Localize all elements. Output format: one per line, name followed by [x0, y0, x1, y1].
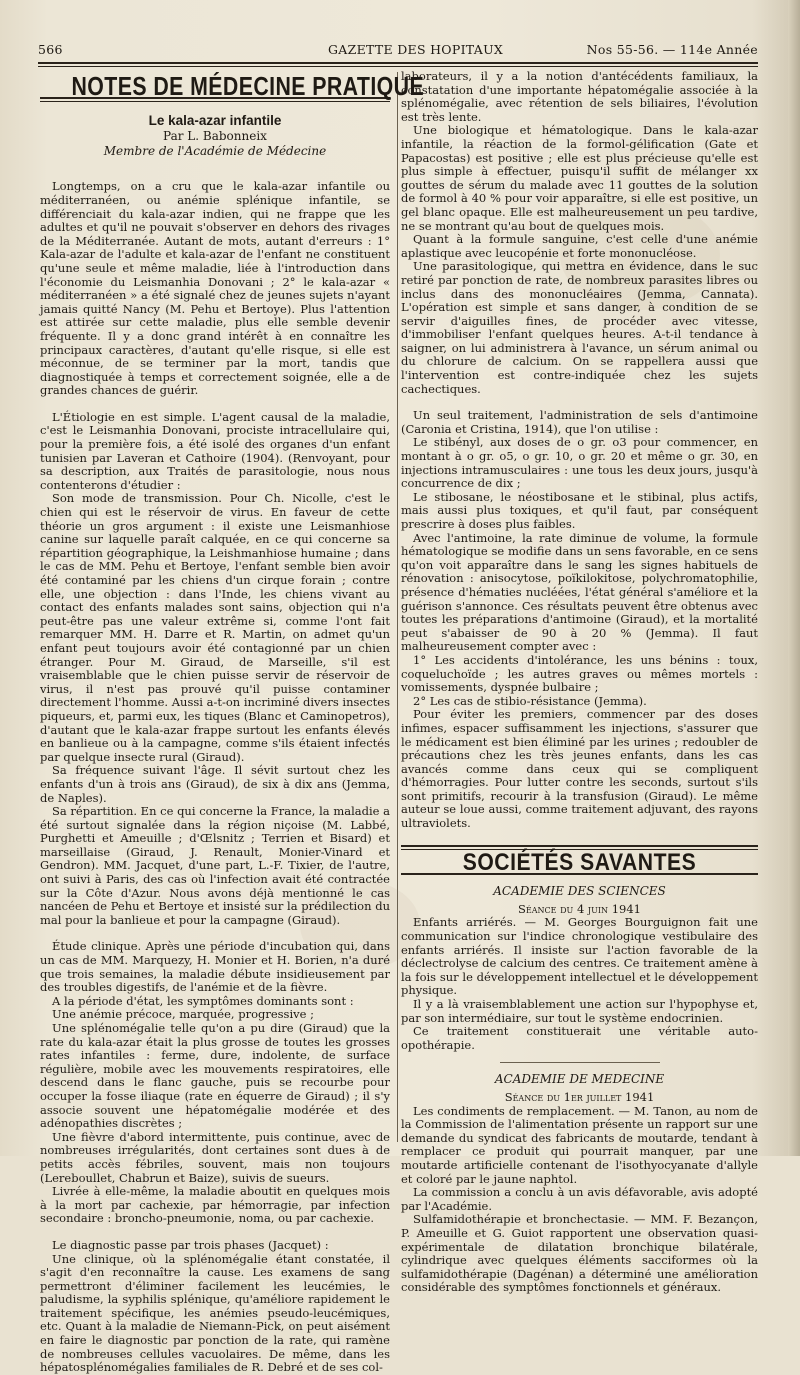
paragraph: Le diagnostic passe par trois phases (Jacquet) :: [52, 1237, 329, 1252]
paragraph: Il y a là vraisemblablement une action sur l'hypophyse et, par son intermédiaire, sur tout le système endocrinien.: [401, 997, 758, 1025]
paragraph: 1° Les accidents d'intolérance, les uns bénins : toux, coqueluchoïde ; les autres graves ou mêmes mortels : vomissements, dyspnée bulbaire ;: [401, 652, 758, 695]
journal-title: GAZETTE DES HOPITAUX: [328, 42, 504, 57]
paragraph: Ce traitement constituerait une véritable auto-opothérapie.: [401, 1024, 758, 1052]
paragraph: Une parasitologique, qui mettra en évidence, dans le suc retiré par ponction de rate, de nombreux parasites libres ou inclus dans des mononucléaires (Jemma, Cannata). L'opération est simple et sans danger, à condition de se servir d'aiguilles fines, de procéder avec vitesse, d'immobiliser l'enfant quelques heures. A-t-il tendance à saigner, on lui administrera à l'avance, un sérum animal ou du chlorure de calcium. On se rappellera aussi que l'intervention est contre-indiquée chez les sujets cachectiques.: [401, 259, 758, 396]
paragraph: Livrée à elle-même, la maladie aboutit en quelques mois à la mort par cachexie, par hémorragie, par infection secondaire : broncho-pneumonie, noma, ou par cachexie.: [40, 1184, 390, 1226]
paragraph: Étude clinique. Après une période d'incubation qui, dans un cas de MM. Marquezy, H. Monier et H. Borien, n'a duré que trois semaines, la maladie débute insidieusement par des troubles digestifs, de l'anémie et de la fièvre.: [40, 939, 390, 995]
paragraph: La commission a conclu à un avis défavorable, avis adopté par l'Académie.: [401, 1185, 758, 1213]
article-byline: Par L. Babonneix: [163, 129, 267, 144]
right-column: [401, 70, 758, 1295]
paragraph: Enfants arriérés. — M. Georges Bourguignon fait une communication sur l'indice chronologique vestibulaire des enfants arriérés. Il insiste sur l'action favorable de la déclectrolyse de calcium des centres. Ce traitement amène à la fois sur le développement intellectuel et le développement physique.: [401, 915, 758, 998]
paragraph: Quant à la formule sanguine, c'est celle d'une anémie aplastique avec leucopénie et forte mononucléose.: [401, 232, 758, 260]
issue-label: Nos 55-56. — 114e Année: [586, 42, 758, 57]
section-title: NOTES DE MÉDECINE PRATIQUE: [71, 71, 425, 101]
paragraph: Le stibosane, le néostibosane et le stibinal, plus actifs, mais aussi plus toxiques, et qu'il faut, par conséquent prescrire à doses plus faibles.: [401, 489, 758, 531]
paragraph: Pour éviter les premiers, commencer par des doses infimes, espacer suffisamment les injections, s'assurer que le médicament est bien éliminé par les urines ; redoubler de précautions chez les très jeunes enfants, dans les cas avancés comme dans ceux qui se compliquent d'hémorragies. Pour lutter contre les seconds, surtout s'ils sont primitifs, recourir à la transfusion (Giraud). Le même auteur se loue aussi, comme traitement adjuvant, des rayons ultraviolets.: [401, 707, 758, 831]
societes-header: [401, 845, 758, 876]
societes-title: SOCIÉTÉS SAVANTES: [462, 848, 697, 876]
title-rule: [401, 845, 758, 847]
paragraph: Avec l'antimoine, la rate diminue de volume, la formule hématologique se modifie dans un sens favorable, en ce sens qu'on voit apparaître dans le sang les signes habituels de rénovation : anisocytose, poïkilokitose, polychromatophilie, présence d'hématies nucléées, l'état général s'améliore et la guérison s'annonce. Ces résultats peuvent être obtenus avec toutes les préparations d'antimoine (Giraud), et la mortalité peut s'abaisser de 90 à 20 % (Jemma). Il faut malheureusement compter avec :: [401, 530, 758, 654]
paragraph: Longtemps, on a cru que le kala-azar infantile ou méditerranéen, ou anémie splénique infantile, se différenciait du kala-azar indien, qui ne frappe que les adultes et qu'il ne pouvait s'observer en dehors des rivages de la Méditerranée. Autant de mots, autant d'erreurs : 1° Kala-azar de l'adulte et kala-azar de l'enfant ne constituent qu'une seule et même maladie, liée à l'introduction dans l'économie du Leismanhia Donovani ; 2° le kala-azar « méditerranéen » a été signalé chez de jeunes sujets n'ayant jamais quitté Nancy (M. Pehu et Bertoye). Plus l'attention est attirée sur cette maladie, plus elle semble devenir fréquente. Il y a donc grand intérêt à en connaître les principaux caractères, d'autant qu'elle risque, si elle est méconnue, de se terminer par la mort, tandis que diagnostiquée à temps et correctement soignée, elle a de grandes chances de guérir.: [40, 179, 390, 398]
author-affiliation: Membre de l'Académie de Médecine: [103, 143, 327, 158]
paragraph: 2° Les cas de stibio-résistance (Jemma).: [413, 693, 647, 708]
article-title: Le kala-azar infantile: [148, 112, 282, 128]
paragraph: Sa répartition. En ce qui concerne la France, la maladie a été surtout signalée dans la région niçoise (M. Labbé, Purghetti et Ameuille ; d'Œlsnitz ; Terrien et Bisard) et marseillaise (Giraud, J. Renault, Monier-Vinard et Gendron). MM. Jacquet, d'une part, L.-F. Tixier, de l'autre, ont suivi à Paris, des cas où l'infection avait été contractée sur la Côte d'Azur. Nous avons déjà mentionné le cas nancéen de Pehu et Bertoye et insisté sur la prédilection du mal pour la banlieue et pour la campagne (Giraud).: [40, 804, 390, 927]
paragraph: Sulfamidothérapie et bronchectasie. — MM. F. Bezançon, P. Ameuille et G. Guiot rapportent une observation quasi-expérimentale de dilatation bronchique bilatérale, cylindrique avec quelques éléments sacciformes où la sulfamidothérapie (Dagénan) a déterminé une amélioration considérable des symptômes fonctionnels et généraux.: [401, 1212, 758, 1295]
paragraph: L'Étiologie en est simple. L'agent causal de la maladie, c'est le Leismanhia Donovani, prociste intracellulaire qui, pour la première fois, a été isolé des organes d'un enfant tunisien par Laveran et Cathoire (1904). (Renvoyant, pour sa description, aux Traités de parasitologie, nous nous contenterons d'étudier :: [40, 409, 390, 492]
paragraph: Les condiments de remplacement. — M. Tanon, au nom de la Commission de l'alimentation présente un rapport sur une demande du syndicat des fabricants de moutarde, tendant à remplacer ce produit qui pourrait manquer, par une moutarde artificielle contenant de l'isothyocyanate d'allyle et coloré par le jaune naphtol.: [401, 1103, 758, 1186]
academy-heading: ACADEMIE DES SCIENCES: [493, 884, 666, 899]
running-header: [38, 42, 758, 62]
header-rule: [38, 62, 758, 64]
column-divider: [397, 72, 398, 1142]
paragraph: Une fièvre d'abord intermittente, puis continue, avec de nombreuses irrégularités, dont certaines sont dues à de petits accès fébriles, souvent, mais non toujours (Lereboullet, Chabrun et Baize), suivis de sueurs.: [40, 1129, 390, 1185]
paragraph: Une biologique et hématologique. Dans le kala-azar infantile, la réaction de la formol-gélification (Gate et Papacostas) est positive ; elle est plus précieuse qu'elle est plus simple à effectuer, puisqu'il suffit de mélanger xx gouttes de sérum du malade avec 11 gouttes de la solution de formol à 40 % pour voir apparaître, si elle est positive, un gel blanc opaque. Elle est malheureusement un peu tardive, ne se montrant qu'au bout de quelques mois.: [401, 123, 758, 233]
paragraph: Sa fréquence suivant l'âge. Il sévit surtout chez les enfants d'un à trois ans (Giraud), de six à dix ans (Jemma, de Naples).: [40, 763, 390, 805]
paragraph: Une anémie précoce, marquée, progressive ;: [52, 1007, 314, 1022]
paragraph: Un seul traitement, l'administration de sels d'antimoine (Caronia et Cristina, 1914), que l'on utilise :: [401, 408, 758, 436]
session-date: Séance du 1er juillet 1941: [504, 1089, 655, 1104]
paragraph: Une clinique, où la splénomégalie étant constatée, il s'agit d'en reconnaître la cause. Les examens de sang permettront d'éliminer facilement les leucémies, le paludisme, la syphilis splénique, qu'améliore rapidement le traitement spécifique, les anémies pseudo-leucémiques, etc. Quant à la maladie de Niemann-Pick, on peut aisément en faire le diagnostic par ponction de la rate, qui ramène de nombreuses cellules vacuolaires. De même, dans les hépatosplénomégalies familiales de R. Debré et de ses col-: [40, 1251, 390, 1375]
paragraph: laborateurs, il y a la notion d'antécédents familiaux, la constatation d'une importante hépatomégalie associée à la splénomégalie, avec rétention de sels biliaires, l'évolution est très lente.: [401, 69, 758, 124]
paragraph: Une splénomégalie telle qu'on a pu dire (Giraud) que la rate du kala-azar était la plus grosse de toutes les grosses rates infantiles : ferme, dure, indolente, de surface régulière, mobile avec les mouvements respiratoires, elle descend dans le flanc gauche, puis se recourbe pour occuper la fosse iliaque (rate en équerre de Giraud) ; il s'y associe souvent une hépatomégalie modérée et des adénopathies discrètes ;: [40, 1021, 390, 1131]
paragraph: Le stibényl, aux doses de o gr. o3 pour commencer, en montant à o gr. o5, o gr. 10, o gr. 20 et même o gr. 30, en injections intramusculaires : une tous les deux jours, jusqu'à concurrence de dix ;: [401, 435, 758, 491]
paragraph: A la période d'état, les symptômes dominants sont :: [52, 993, 354, 1008]
page-number: 566: [38, 42, 63, 57]
academy-heading: ACADEMIE DE MEDECINE: [494, 1072, 665, 1087]
separator-rule: [500, 1062, 660, 1063]
header-rule: [38, 66, 758, 67]
left-column: [40, 70, 425, 1375]
section-header: [40, 71, 425, 102]
paragraph: Son mode de transmission. Pour Ch. Nicolle, c'est le chien qui est le réservoir de virus. En faveur de cette théorie un gros argument : il existe une Leismanhiose canine sur laquelle paraît calquée, en ce qui concerne sa répartition géographique, la Leishmanhiose humaine ; dans le cas de MM. Pehu et Bertoye, l'enfant semble bien avoir été contaminé par les chiens d'un cirque forain ; contre elle, une objection : dans l'Inde, les chiens vivant au contact des enfants malades sont sains, objection qui n'a peut-être pas une valeur extrême si, comme l'ont fait remarquer MM. H. Darre et R. Martin, on admet qu'un enfant peut toujours avoir été contagionné par un chien étranger. Pour M. Giraud, de Marseille, s'il est vraisemblable que le chien puisse servir de réservoir de virus, il n'est pas prouvé qu'il puisse contaminer directement l'homme. Aussi a-t-on incriminé divers insectes piqueurs, et, parmi eux, les tiques (Blanc et Caminopetros), d'autant que le kala-azar frappe surtout les enfants élevés en banlieue ou à la campagne, comme s'ils étaient infectés par quelque insecte rural (Giraud).: [40, 491, 390, 764]
session-date: Séance du 4 juin 1941: [518, 901, 641, 916]
page-edge: [788, 0, 800, 1156]
